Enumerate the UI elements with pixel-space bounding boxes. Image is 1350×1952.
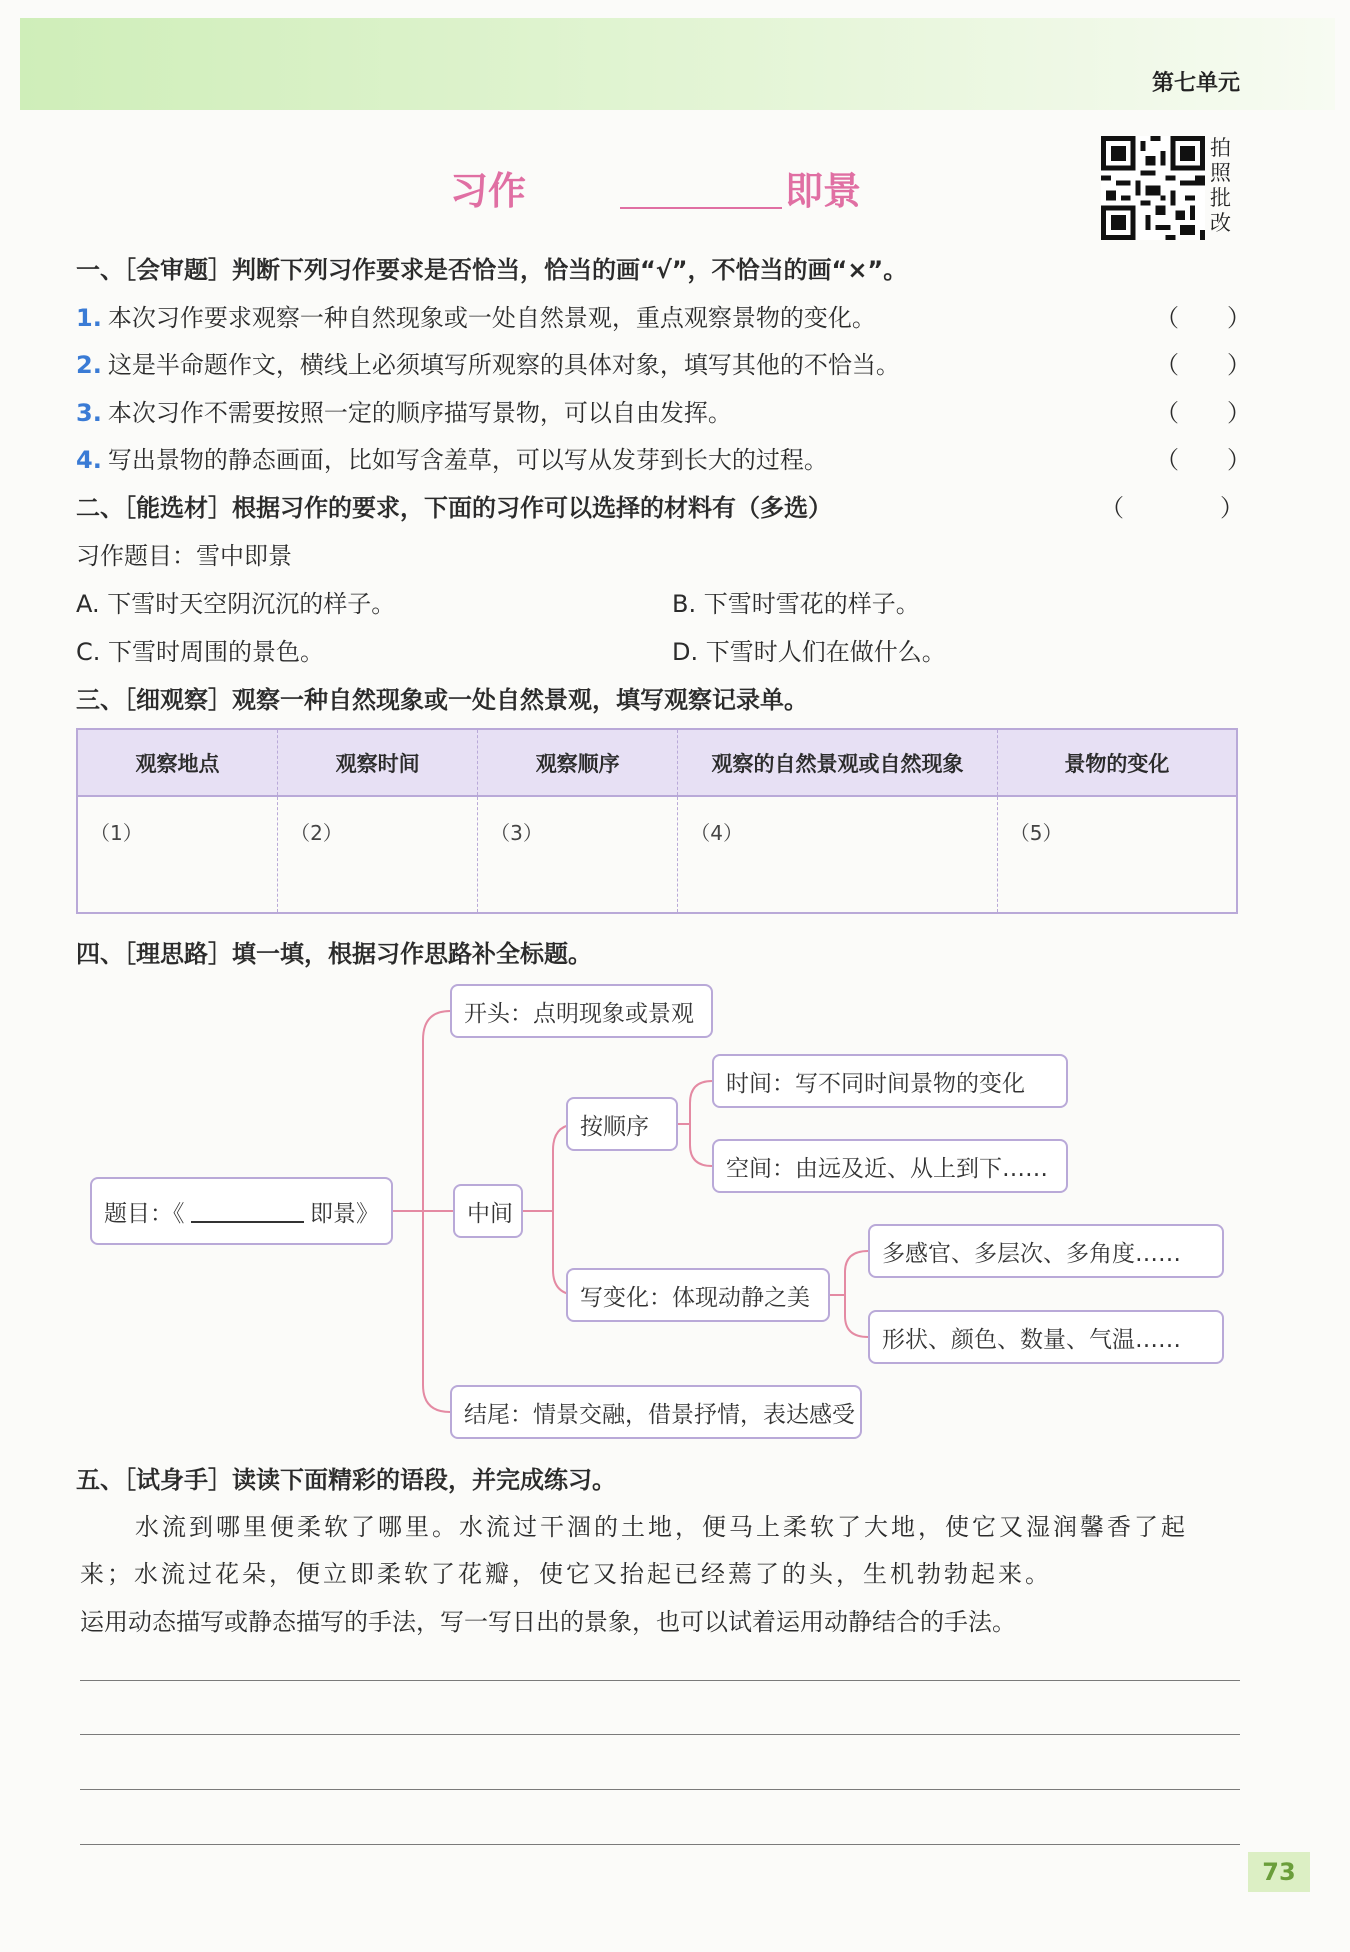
table-cell-4[interactable]: （4） bbox=[678, 796, 997, 913]
table-cell-1[interactable]: （1） bbox=[77, 796, 278, 913]
page-number: 73 bbox=[1248, 1852, 1310, 1892]
mindmap-space: 空间：由远及近、从上到下…… bbox=[712, 1139, 1068, 1193]
passage-line-1: 水流到哪里便柔软了哪里。水流过干涸的土地，便马上柔软了大地，使它又湿润馨香了起 bbox=[135, 1513, 1188, 1541]
writing-line[interactable] bbox=[80, 1789, 1240, 1790]
col-order: 观察顺序 bbox=[478, 729, 678, 796]
mindmap-root: 题目：《 即景》 bbox=[90, 1177, 393, 1245]
mindmap-start: 开头：点明现象或景观 bbox=[450, 984, 713, 1038]
section1-tag: ［会审题］ bbox=[124, 256, 232, 284]
unit-label: 第七单元 bbox=[1151, 71, 1240, 96]
section3-tag: ［细观察］ bbox=[124, 686, 232, 714]
table-cell-3[interactable]: （3） bbox=[478, 796, 678, 913]
section1-item-3: 3. 本次习作不需要按照一定的顺序描写景物，可以自由发挥。 bbox=[76, 399, 732, 427]
answer-blank-2[interactable]: （ ） bbox=[1155, 351, 1251, 379]
section2-heading: 二、［能选材］根据习作的要求，下面的习作可以选择的材料有（多选） bbox=[76, 494, 832, 522]
title-blank[interactable] bbox=[191, 1199, 305, 1223]
mindmap-senses: 多感官、多层次、多角度…… bbox=[868, 1224, 1224, 1278]
table-cell-2[interactable]: （2） bbox=[278, 796, 478, 913]
writing-task: 运用动态描写或静态描写的手法，写一写日出的景象，也可以试着运用动静结合的手法。 bbox=[80, 1608, 1016, 1636]
section5-title: 读读下面精彩的语段，并完成练习。 bbox=[232, 1466, 616, 1494]
essay-topic: 习作题目：雪中即景 bbox=[76, 542, 292, 570]
mindmap-time: 时间：写不同时间景物的变化 bbox=[712, 1054, 1068, 1108]
col-change: 景物的变化 bbox=[997, 729, 1237, 796]
writing-line[interactable] bbox=[80, 1844, 1240, 1845]
mindmap-change: 写变化：体现动静之美 bbox=[566, 1268, 830, 1322]
page-title-left: 习作 bbox=[450, 169, 527, 213]
section1-item-1: 1. 本次习作要求观察一种自然现象或一处自然景观，重点观察景物的变化。 bbox=[76, 304, 876, 332]
answer-blank-4[interactable]: （ ） bbox=[1155, 446, 1251, 474]
option-b: B. 下雪时雪花的样子。 bbox=[672, 590, 920, 618]
section3-heading: 三、［细观察］观察一种自然现象或一处自然景观，填写观察记录单。 bbox=[76, 686, 808, 714]
section5-heading: 五、［试身手］读读下面精彩的语段，并完成练习。 bbox=[76, 1466, 616, 1494]
section5-tag: ［试身手］ bbox=[124, 1466, 232, 1494]
passage-line-2: 来；水流过花朵，便立即柔软了花瓣，使它又抬起已经蔫了的头，生机勃勃起来。 bbox=[80, 1560, 1052, 1588]
option-d: D. 下雪时人们在做什么。 bbox=[672, 638, 946, 666]
section1-title: 判断下列习作要求是否恰当，恰当的画“√”，不恰当的画“×”。 bbox=[232, 256, 908, 284]
col-time: 观察时间 bbox=[278, 729, 478, 796]
mindmap-end: 结尾：情景交融，借景抒情，表达感受 bbox=[450, 1385, 862, 1439]
col-scene: 观察的自然景观或自然现象 bbox=[678, 729, 997, 796]
section1-item-2: 2. 这是半命题作文，横线上必须填写所观察的具体对象，填写其他的不恰当。 bbox=[76, 351, 900, 379]
section2-title: 根据习作的要求，下面的习作可以选择的材料有（多选） bbox=[232, 494, 832, 522]
section1-number: 一、 bbox=[76, 256, 124, 284]
mindmap-middle: 中间 bbox=[453, 1184, 523, 1238]
writing-line[interactable] bbox=[80, 1734, 1240, 1735]
col-location: 观察地点 bbox=[77, 729, 278, 796]
section1-item-4: 4. 写出景物的静态画面，比如写含羞草，可以写从发芽到长大的过程。 bbox=[76, 446, 828, 474]
answer-blank-1[interactable]: （ ） bbox=[1155, 304, 1251, 332]
answer-blank-multi[interactable]: （ ） bbox=[1100, 494, 1244, 522]
answer-blank-3[interactable]: （ ） bbox=[1155, 399, 1251, 427]
option-c: C. 下雪时周围的景色。 bbox=[76, 638, 325, 666]
page-title-right: 即景 bbox=[785, 169, 862, 213]
section4-title: 填一填，根据习作思路补全标题。 bbox=[232, 940, 592, 968]
option-a: A. 下雪时天空阴沉沉的样子。 bbox=[76, 590, 396, 618]
qr-label: 拍照批改 bbox=[1210, 136, 1231, 235]
section4-tag: ［理思路］ bbox=[124, 940, 232, 968]
writing-line[interactable] bbox=[80, 1680, 1240, 1681]
mindmap-shape: 形状、颜色、数量、气温…… bbox=[868, 1310, 1224, 1364]
mindmap-order: 按顺序 bbox=[566, 1097, 678, 1151]
section3-title: 观察一种自然现象或一处自然景观，填写观察记录单。 bbox=[232, 686, 808, 714]
table-cell-5[interactable]: （5） bbox=[1009, 821, 1063, 845]
section2-tag: ［能选材］ bbox=[124, 494, 232, 522]
section4-heading: 四、［理思路］填一填，根据习作思路补全标题。 bbox=[76, 940, 592, 968]
